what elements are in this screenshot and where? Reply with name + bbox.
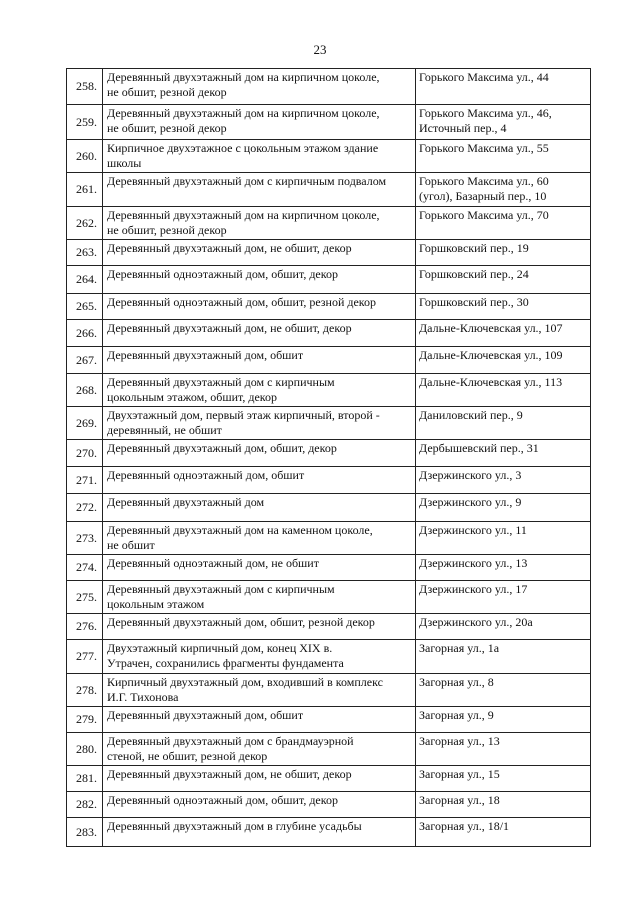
row-number: 282.	[67, 792, 103, 818]
row-number: 269.	[67, 407, 103, 440]
row-number: 283.	[67, 818, 103, 847]
table-row	[67, 707, 591, 733]
table-row	[67, 320, 591, 347]
row-number: 259.	[67, 105, 103, 140]
row-number: 266.	[67, 320, 103, 347]
row-number: 264.	[67, 266, 103, 294]
page-number: 23	[313, 42, 327, 57]
building-address: Горшковский пер., 19	[416, 240, 591, 266]
building-description: Деревянный двухэтажный дом на кирпичном цоколе, не обшит, резной декор	[103, 105, 416, 140]
row-number: 281.	[67, 766, 103, 792]
building-description: Деревянный двухэтажный дом на кирпичном цоколе, не обшит, резной декор	[103, 69, 416, 105]
building-address: Загорная ул., 1а	[416, 640, 591, 674]
table-row	[67, 818, 591, 847]
row-number: 260.	[67, 140, 103, 173]
building-description: Деревянный двухэтажный дом, обшит	[103, 347, 416, 374]
building-description: Деревянный двухэтажный дом, не обшит, декор	[103, 320, 416, 347]
table-row	[67, 105, 591, 140]
building-description: Деревянный одноэтажный дом, обшит, декор	[103, 792, 416, 818]
table-row	[67, 494, 591, 522]
building-description: Двухэтажный дом, первый этаж кирпичный, второй - деревянный, не обшит	[103, 407, 416, 440]
building-address: Горького Максима ул., 70	[416, 207, 591, 240]
row-number: 280.	[67, 733, 103, 766]
building-address: Дербышевский пер., 31	[416, 440, 591, 467]
building-description: Двухэтажный кирпичный дом, конец XIX в. Утрачен, сохранились фрагменты фундамента	[103, 640, 416, 674]
table-row	[67, 640, 591, 674]
table-row	[67, 266, 591, 294]
table-row	[67, 140, 591, 173]
table-row	[67, 733, 591, 766]
building-description: Деревянный одноэтажный дом, не обшит	[103, 555, 416, 581]
building-description: Деревянный двухэтажный дом на каменном цоколе, не обшит	[103, 522, 416, 555]
table-row	[67, 407, 591, 440]
building-address: Загорная ул., 15	[416, 766, 591, 792]
row-number: 267.	[67, 347, 103, 374]
row-number: 258.	[67, 69, 103, 105]
table-row	[67, 766, 591, 792]
building-description: Деревянный двухэтажный дом с брандмауэрной стеной, не обшит, резной декор	[103, 733, 416, 766]
heritage-registry-table	[66, 68, 591, 847]
row-number: 274.	[67, 555, 103, 581]
table-row	[67, 207, 591, 240]
building-address: Горького Максима ул., 46, Источный пер., 4	[416, 105, 591, 140]
row-number: 261.	[67, 173, 103, 207]
building-address: Дальне-Ключевская ул., 109	[416, 347, 591, 374]
building-description: Деревянный двухэтажный дом	[103, 494, 416, 522]
row-number: 279.	[67, 707, 103, 733]
building-description: Деревянный двухэтажный дом с кирпичным цокольным этажом	[103, 581, 416, 614]
row-number: 272.	[67, 494, 103, 522]
row-number: 278.	[67, 674, 103, 707]
row-number: 277.	[67, 640, 103, 674]
building-description: Кирпичное двухэтажное с цокольным этажом здание школы	[103, 140, 416, 173]
building-description: Деревянный двухэтажный дом, обшит, декор	[103, 440, 416, 467]
table-body	[67, 69, 591, 847]
building-address: Дзержинского ул., 13	[416, 555, 591, 581]
building-description: Деревянный двухэтажный дом, обшит, резной декор	[103, 614, 416, 640]
table-row	[67, 173, 591, 207]
building-description: Деревянный двухэтажный дом на кирпичном цоколе, не обшит, резной декор	[103, 207, 416, 240]
table-row	[67, 522, 591, 555]
building-description: Деревянный двухэтажный дом с кирпичным цокольным этажом, обшит, декор	[103, 374, 416, 407]
building-address: Даниловский пер., 9	[416, 407, 591, 440]
table-row	[67, 347, 591, 374]
row-number: 273.	[67, 522, 103, 555]
row-number: 276.	[67, 614, 103, 640]
building-address: Дальне-Ключевская ул., 107	[416, 320, 591, 347]
building-description: Деревянный одноэтажный дом, обшит, декор	[103, 266, 416, 294]
building-description: Деревянный двухэтажный дом с кирпичным подвалом	[103, 173, 416, 207]
table-row	[67, 555, 591, 581]
table-row	[67, 440, 591, 467]
row-number: 270.	[67, 440, 103, 467]
table-row	[67, 467, 591, 494]
building-description: Деревянный одноэтажный дом, обшит, резной декор	[103, 294, 416, 320]
building-address: Горького Максима ул., 60 (угол), Базарный пер., 10	[416, 173, 591, 207]
building-address: Загорная ул., 18/1	[416, 818, 591, 847]
table-row	[67, 581, 591, 614]
table-row	[67, 614, 591, 640]
building-address: Загорная ул., 13	[416, 733, 591, 766]
row-number: 265.	[67, 294, 103, 320]
building-description: Деревянный двухэтажный дом, не обшит, декор	[103, 766, 416, 792]
building-description: Деревянный двухэтажный дом, не обшит, декор	[103, 240, 416, 266]
table-row	[67, 374, 591, 407]
row-number: 275.	[67, 581, 103, 614]
building-address: Дальне-Ключевская ул., 113	[416, 374, 591, 407]
building-address: Загорная ул., 8	[416, 674, 591, 707]
building-address: Дзержинского ул., 17	[416, 581, 591, 614]
building-address: Дзержинского ул., 9	[416, 494, 591, 522]
table-row	[67, 674, 591, 707]
building-description: Кирпичный двухэтажный дом, входивший в комплекс И.Г. Тихонова	[103, 674, 416, 707]
table-row	[67, 240, 591, 266]
building-address: Горького Максима ул., 44	[416, 69, 591, 105]
building-address: Дзержинского ул., 20а	[416, 614, 591, 640]
row-number: 271.	[67, 467, 103, 494]
building-address: Горького Максима ул., 55	[416, 140, 591, 173]
building-description: Деревянный одноэтажный дом, обшит	[103, 467, 416, 494]
building-description: Деревянный двухэтажный дом в глубине усадьбы	[103, 818, 416, 847]
row-number: 262.	[67, 207, 103, 240]
building-address: Загорная ул., 18	[416, 792, 591, 818]
building-address: Дзержинского ул., 11	[416, 522, 591, 555]
table-row	[67, 792, 591, 818]
building-description: Деревянный двухэтажный дом, обшит	[103, 707, 416, 733]
building-address: Горшковский пер., 30	[416, 294, 591, 320]
building-address: Загорная ул., 9	[416, 707, 591, 733]
row-number: 263.	[67, 240, 103, 266]
row-number: 268.	[67, 374, 103, 407]
table-row	[67, 69, 591, 105]
table-row	[67, 294, 591, 320]
building-address: Дзержинского ул., 3	[416, 467, 591, 494]
building-address: Горшковский пер., 24	[416, 266, 591, 294]
